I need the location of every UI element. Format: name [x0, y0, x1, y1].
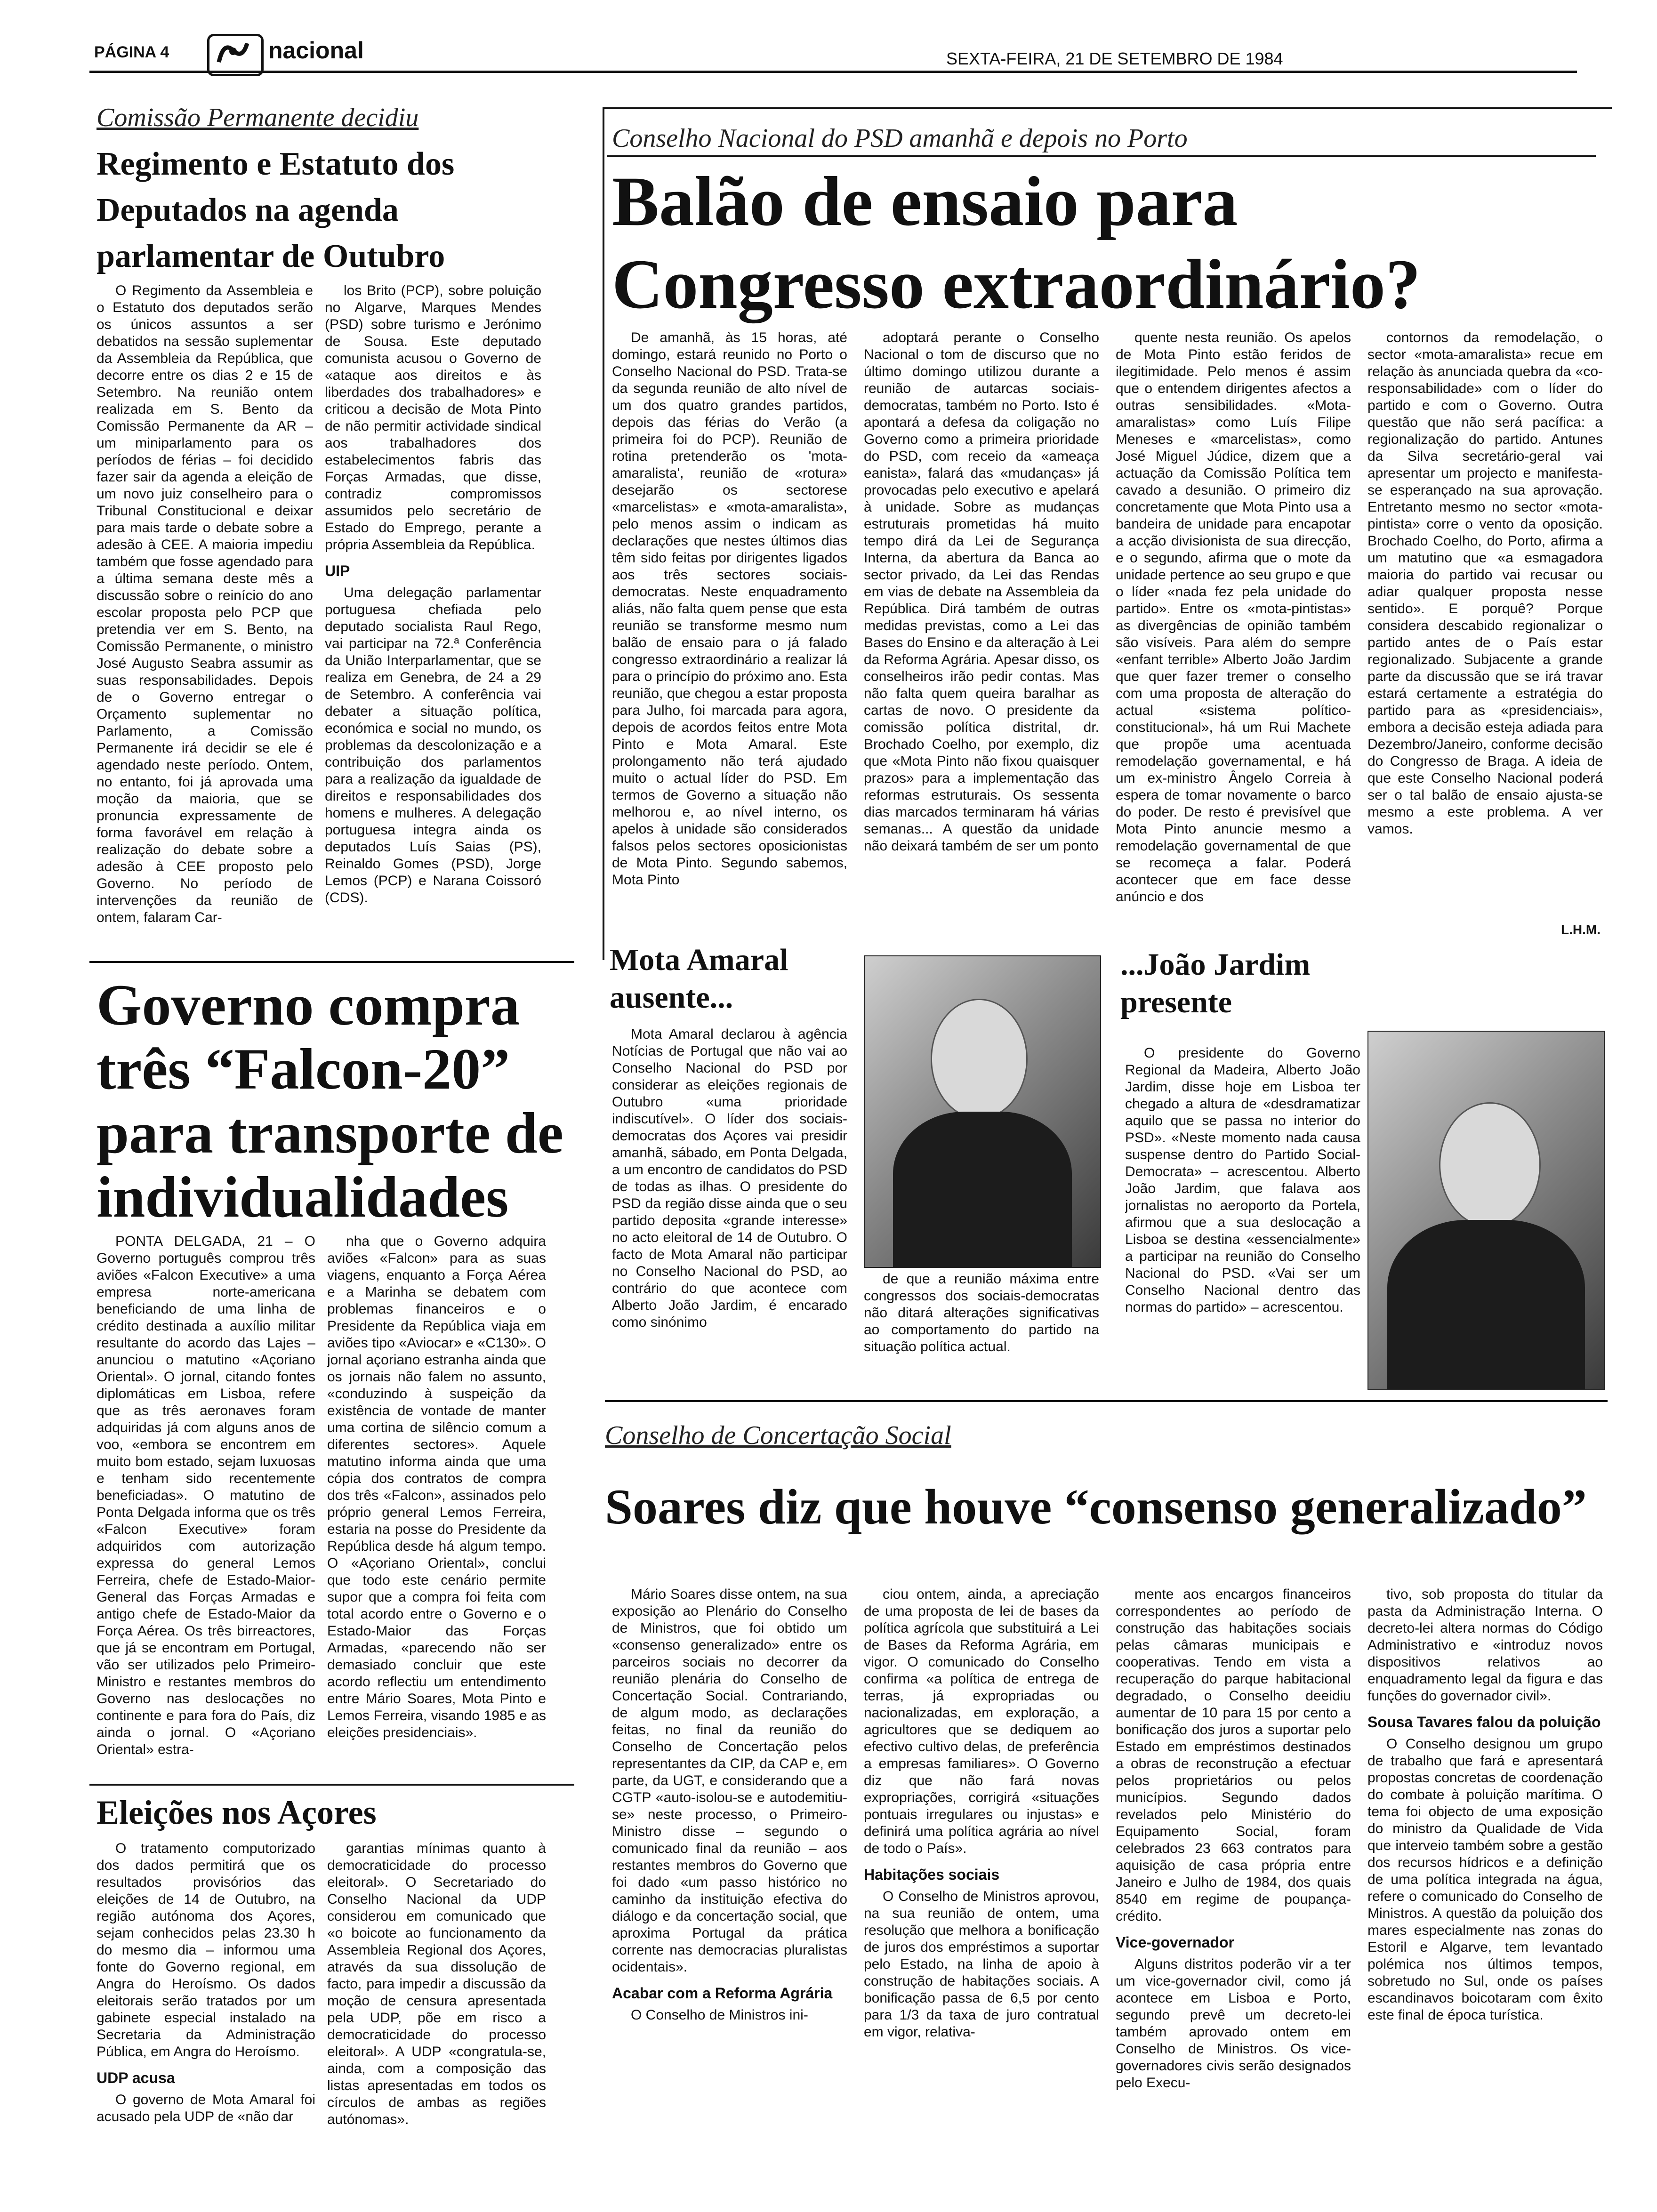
article7-col1b-text: O Conselho de Ministros ini-	[631, 2007, 808, 2023]
article2-col2	[864, 329, 1099, 937]
article6-col1-text: O tratamento computorizado dos dados permitirá que os resultados provisórios das eleições de 14 de Outubro, na região autónoma dos Açores, sejam conhecidos pelas 23.30 h do mesmo dia – informou uma fonte do Governo regional, em Angra do Heroísmo. Os dados eleitorais serão tratados por um gabinete especial instalado na Secretaria da Administração Pública, em Angra do Heroísmo.	[97, 1841, 315, 2060]
article2-headline: Balão de ensaio para Congresso extraordinário?	[612, 162, 1421, 323]
article5-col2-text: nha que o Governo adquira aviões «Falcon» para as suas viagens, enquanto a Força Aérea e a Marinha se debatem com problemas financeiros e o Presidente da República viaja em aviões tipo «Aviocar» e «C130». O jornal açoriano estranha ainda que os jornais não falem no assunto, «conduzindo à suspeição da existência de vontade de manter uma cortina de silêncio comum a diferentes sectores». Aquele matutino informa ainda que uma cópia dos contratos de compra dos três «Falcon», assinados pelo próprio general Lemos Ferreira, estaria na posse do Presidente da República desde há algum tempo. O «Açoriano Oriental», conclui que todo este cenário permite supor que a compra foi feita com total acordo entre o Governo e o Estado-Maior das Forças Armadas, «parecendo não ser demasiado concluir que este acordo reflectiu um entendimento entre Mário Soares, Mota Pinto e Lemos Ferreira, visando 1985 e as eleições presidenciais».	[327, 1234, 546, 1740]
article2-col4	[1367, 329, 1603, 937]
article4-col1-text: O presidente do Governo Regional da Madeira, Alberto João Jardim, disse hoje em Lisboa ter chegado a altura de «desdramatizar aquilo que se passa no interior do PSD». «Neste momento nada causa suspense dentro do Partido Social-Democrata» – acrescentou. Alberto João Jardim, que falava aos jornalistas no aeroporto da Portela, afirmou que a sua deslocação a Lisboa se destina «essencialmente» a participar na reunião do Conselho Nacional do PSD. «Vai ser um Conselho Nacional dentro das normas do partido» – acrescentou.	[1125, 1045, 1360, 1315]
article5-col1	[97, 1233, 315, 1765]
newspaper-logo-icon	[207, 34, 264, 76]
article7-col2b-text: O Conselho de Ministros aprovou, na sua reunião de ontem, uma resolução que melhora a bonificação de juros dos empréstimos a suportar pelo Estado, na linha de apoio à construção de habitações sociais. A bonificação passa de 6,5 por cento para 1/3 da taxa de juro contratual em vigor, relativa-	[864, 1889, 1099, 2040]
article1-col2b-text: Uma delegação parlamentar portuguesa chefiada pelo deputado socialista Raul Rego, vai participar na 72.ª Conferência da União Interparlamentar, que se realiza em Genebra, de 24 a 29 de Setembro. A conferência vai debater a situação política, económica e social no mundo, os problemas da descolonização e a contribuição dos parlamentos para a realização da igualdade de direitos e responsabilidades dos homens e mulheres. A delegação portuguesa integra ainda os deputados Luís Saias (PS), Reinaldo Gomes (PSD), Jorge Lemos (PCP) e Narana Coissoró (CDS).	[325, 585, 541, 906]
article7-col1-text: Mário Soares disse ontem, na sua exposição ao Plenário do Conselho de Ministros, que foi obtido um «consenso generalizado» entre os parceiros sociais no decorrer da reunião plenária do Conselho de Concertação Social. Contrariando, de algum modo, as declarações feitas, no final da reunião do Conselho de Concertação pelos representantes da CIP, da CAP e, em parte, da UGT, e considerando que a CGTP «auto-isolou-se e autodemitiu-se» neste processo, o Primeiro-Ministro disse – segundo o comunicado final da reunião – aos restantes membros do Governo que foi dado «um passo histórico no caminho da instituição efectiva do diálogo e da concertação social, que aproxima Portugal da prática corrente nas democracias pluralistas ocidentais».	[612, 1587, 847, 1975]
article6-col2	[327, 1840, 546, 2165]
article7-col4b-text: O Conselho designou um grupo de trabalho que fará e apresentará propostas concretas de coordenação do combate à poluição marítima. O tema foi objecto de uma exposição do ministro da Qualidade de Vida que interveio também sobre a gestão dos recursos hídricos e a definição de uma política integrada na água, refere o comunicado do Conselho de Ministros. A questão da poluição dos mares especialmente nas zonas do Estoril e Algarve, tem levantado polémica nos últimos tempos, sobretudo no Sul, onde os países escandinavos boicotaram com êxito este final de época turística.	[1367, 1736, 1603, 2023]
article7-subhead-2: Habitações sociais	[864, 1866, 1000, 1883]
photo-face	[931, 999, 1028, 1119]
article7-headline: Soares diz que houve “consenso generalizado”	[605, 1479, 1587, 1534]
article3-col2	[864, 1271, 1099, 1393]
article5-col1-text: PONTA DELGADA, 21 – O Governo português comprou três aviões «Falcon Executive» a uma empresa norte-americana beneficiando de uma linha de crédito destinada a auxílio militar resultante do acordo das Lajes – anunciou o matutino «Açoriano Oriental». O jornal, citando fontes diplomáticas em Lisboa, refere que as três aeronaves foram adquiridas já com alguns anos de voo, «embora se encontrem em muito bom estado, sejam luxuosas e tenham sido recentemente beneficiadas». O matutino de Ponta Delgada informa que os três «Falcon Executive» foram adquiridos com autorização expressa do general Lemos Ferreira, chefe de Estado-Maior-General das Forças Armadas e antigo chefe de Estado-Maior da Força Aérea. Os três birreactores, que já se encontram em Portugal, vão ser utilizados pelo Primeiro-Ministro e restantes membros do Governo nas deslocações no continente e para fora do País, diz ainda o jornal. O «Açoriano Oriental» estra-	[97, 1234, 315, 1757]
article3-col1-text: Mota Amaral declarou à agência Notícias de Portugal que não vai ao Conselho Nacional do PSD por considerar as eleições regionais de Outubro «uma prioridade indiscutível». O líder dos sociais-democratas dos Açores vai presidir amanhã, sábado, em Ponta Delgada, a um encontro de candidatos do PSD de todas as ilhas. O presidente do PSD da região disse ainda que o seu partido deposita «grande interesse» no acto eleitoral de 14 de Outubro. O facto de Mota Amaral não participar no Conselho Nacional do PSD, ao contrário do que acontece com Alberto João Jardim, é encarado como sinónimo	[612, 1026, 847, 1330]
article7-col2	[864, 1586, 1099, 2165]
article7-col4-text: tivo, sob proposta do titular da pasta da Administração Interna. O decreto-lei altera normas do Código Administrativo e «introduz novos dispositivos relativos ao enquadramento legal da figura e das funções do governador civil».	[1367, 1587, 1603, 1704]
article2-col1	[612, 329, 847, 937]
article7-col3-text: mente aos encargos financeiros correspondentes ao período de construção das habitações sociais pelas câmaras municipais e cooperativas. Tendo em vista a recuperação do parque habitacional degradado, o Conselho deeidiu aumentar de 10 para 15 por cento a bonificação dos juros a suportar pelo Estado em empréstimos destinados a obras de reconstrução a efectuar pelos proprietários ou pelos municípios. Segundo dados revelados pelo Ministério do Equipamento Social, foram celebrados 23 663 contratos para aquisição de casa própria entre Janeiro e Julho de 1984, dos quais 8540 em regime de poupança-crédito.	[1116, 1587, 1351, 1924]
article6-subhead: UDP acusa	[97, 2069, 175, 2086]
page-number: PÁGINA 4	[94, 43, 169, 61]
article7-subhead-1: Acabar com a Reforma Agrária	[612, 1985, 833, 2002]
article2-kicker-rule	[607, 155, 1596, 157]
article1-kicker: Comissão Permanente decidiu	[97, 103, 419, 132]
article2-col3	[1116, 329, 1351, 937]
article6-col1b-text: O governo de Mota Amaral foi acusado pela UDP de «não dar	[97, 2092, 315, 2124]
article4-col1	[1125, 1045, 1360, 1393]
article1-col1-text: O Regimento da Assembleia e o Estatuto dos deputados serão os únicos assuntos a ser debatidos na sessão suplementar da Assembleia da República, que decorre entre os dias 2 e 15 de Setembro. Na reunião ontem realizada em S. Bento da Comissão Permanente da AR – um miniparlamento para os períodos de férias – foi decidido fazer sair da agenda a eleição de um novo juiz conselheiro para o Tribunal Constitucional e deixar para mais tarde o debate sobre a adesão à CEE. A maioria impediu também que fosse agendado para a última semana deste mês a discussão sobre o reinício do ano escolar proposta pelo PCP que pretendia ver em S. Bento, na Comissão Permanente, o ministro José Augusto Seabra assumir as suas responsabilidades. Depois de o Governo entregar o Orçamento suplementar no Parlamento, a Comissão Permanente irá decidir se ele é agendado neste período. Ontem, no entanto, foi já aprovada uma moção da maioria, que se pronuncia expressamente de forma favorável em relação à realização do debate sobre a adesão à CEE proposto pelo Governo. No período de intervenções da reunião de ontem, falaram Car-	[97, 283, 313, 925]
article1-bottom-rule	[89, 961, 574, 963]
issue-date: SEXTA-FEIRA, 21 DE SETEMBRO DE 1984	[946, 49, 1283, 68]
article7-col1	[612, 1586, 847, 2165]
photo-suit	[893, 1112, 1072, 1267]
joao-jardim-photo	[1367, 1031, 1605, 1390]
article3-col1	[612, 1026, 847, 1393]
article6-headline: Eleições nos Açores	[97, 1794, 377, 1831]
article6-col2-text: garantias mínimas quanto à democraticidade do processo eleitoral». O Secretariado do Conselho Nacional da UDP considerou em comunicado que «o boicote ao funcionamento da Assembleia Regional dos Açores, através da sua dissolução de facto, para impedir a discussão da moção de censura apresentada pela UDP, põe em risco a democraticidade do processo eleitoral». A UDP «congratula-se, ainda, com a composição das listas apresentadas em todos os círculos de ambas as regiões autónomas».	[327, 1841, 546, 2127]
article7-col4	[1367, 1586, 1603, 2165]
article7-subhead-4: Sousa Tavares falou da poluição	[1367, 1714, 1601, 1731]
article1-col2a-text: los Brito (PCP), sobre poluição no Algarve, Marques Mendes (PSD) sobre turismo e Jerónimo de Sousa. Este deputado comunista acusou o Governo de «ataque aos direitos e às liberdades dos trabalhadores» e criticou a decisão de Mota Pinto de não permitir actividade sindical aos trabalhadores dos estabelecimentos fabris das Forças Armadas, que disse, contradiz compromissos assumidos pelo secretário de Estado do Emprego, perante a própria Assembleia da República.	[325, 283, 541, 553]
article7-col3	[1116, 1586, 1351, 2165]
photo-face	[1439, 1102, 1541, 1227]
article5-bottom-rule	[89, 1784, 574, 1786]
article7-subhead-3: Vice-governador	[1116, 1934, 1234, 1951]
article2-signature: L.H.M.	[1561, 922, 1601, 937]
article5-col2	[327, 1233, 546, 1765]
article6-col1	[97, 1840, 315, 2165]
article2-col4-text: contornos da remodelação, o sector «mota-amaralista» recue em relação às anunciada quebra da «co-responsabilidade» com o líder do partido e com o Governo. Outra questão que não será pacífica: a regionalização do partido. Antunes da Silva secretário-geral vai apresentar um projecto e manifesta-se esperançado na sua aprovação. Entretanto mesmo no sector «mota-pintista» corre o vento da oposição. Brochado Coelho, do Porto, afirma a um matutino que «a esmagadora maioria do partido vai recusar ou adiar qualquer proposta nesse sentido». E porquê? Porque considera descabido regionalizar o partido antes de o País estar regionalizado. Subjacente a grande parte da discussão que se irá travar estará certamente a estratégia do partido para as «presidenciais», embora a decisão esteja adiada para Dezembro/Janeiro, conforme decisão do Congresso de Braga. A ideia de que este Conselho Nacional poderá ser o tal balão de ensaio ajusta-se mesmo a este problema. A ver vamos.	[1367, 330, 1603, 837]
article7-kicker: Conselho de Concertação Social	[605, 1421, 951, 1450]
article4-headline: ...João Jardim presente	[1120, 947, 1311, 1019]
photo-suit	[1387, 1220, 1585, 1389]
article3-headline: Mota Amaral ausente...	[610, 943, 788, 1015]
masthead-rule	[89, 71, 1577, 73]
article3-bottom-rule	[605, 1400, 1608, 1402]
article2-col2-text: adoptará perante o Conselho Nacional o tom de discurso que no último domingo utilizou durante a reunião de autarcas sociais-democratas, também no Porto. Isto é apontará a defesa da coligação no Governo como a primeira prioridade do PSD, com receio da «ameaça eanista», falará das «mudanças» já provocadas pelo executivo e apelará à unidade. Sobre as mudanças estruturais prometidas há muito tempo dirá da Lei de Segurança Interna, da abertura da Banca ao sector privado, da Lei das Rendas em vias de debate na Assembleia da República. Dirá também de outras medidas previstas, como a Lei das Bases do Ensino e da alteração à Lei da Reforma Agrária. Apesar disso, os conselheiros irão pedir contas. Mas não falta quem queira baralhar as cartas de novo. O presidente da comissão política distrital, dr. Brochado Coelho, por exemplo, diz que «Mota Pinto não fixou quaisquer prazos» para a implementação das reformas estruturais. Os sessenta dias marcados terminaram há várias semanas... A questão da unidade não deixará também de ser um ponto	[864, 330, 1099, 854]
article1-col1	[97, 282, 313, 955]
article7-col3b-text: Alguns distritos poderão vir a ter um vice-governador civil, como já acontece em Lisboa e Porto, segundo prevê um decreto-lei também aprovado ontem em Conselho de Ministros. Os vice-governadores civis serão designados pelo Execu-	[1116, 1956, 1351, 2091]
article2-col3-text: quente nesta reunião. Os apelos de Mota Pinto estão feridos de ilegitimidade. Pelo menos é assim que o entendem dirigentes afectos a outras sensibilidades. «Mota-amaralistas» como Luís Filipe Meneses e «marcelistas», como José Miguel Júdice, dizem que a actuação da Comissão Política tem cavado a desunião. O primeiro diz concretamente que Mota Pinto usa a bandeira de unidade para encapotar a acção divisionista de sua direcção, e o segundo, afirma que o mote da unidade pertence ao seu grupo e que o líder «nada fez pela unidade do partido». Entre os «mota-pintistas» as divergências de opinião também são visíveis. Para além do sempre «enfant terrible» Alberto João Jardim que quer fazer tremer o conselho com uma proposta de alteração do actual «sistema político-constitucional», há um Rui Machete que propõe uma acentuada remodelação governamental, e há um ex-ministro Ângelo Correia à espera de tomar novamente o barco do poder. De resto é previsível que Mota Pinto anuncie mesmo a remodelação governamental de que se recomeça a falar. Poderá acontecer que em face desse anúncio e dos	[1116, 330, 1351, 905]
article7-col2-text: ciou ontem, ainda, a apreciação de uma proposta de lei de bases da política agrícola que substituirá a Lei de Bases da Reforma Agrária, em vigor. O comunicado do Conselho confirma «a política de entrega de terras, já expropriadas ou nacionalizadas, em exploração, a agricultores que se dediquem ao efectivo cultivo delas, de preferência a empresas familiares». O Governo diz que não fará novas expropriações, corrigirá «situações pontuais irregulares ou injustas» e definirá uma política agrária ao nível de todo o País».	[864, 1587, 1099, 1856]
article1-headline: Regimento e Estatuto dos Deputados na agenda parlamentar de Outubro	[97, 146, 455, 274]
article3-col2-text: de que a reunião máxima entre congressos dos sociais-democratas não ditará alterações significativas ao comportamento do partido na situação política actual.	[864, 1271, 1099, 1354]
article5-headline: Governo compra três “Falcon-20” para transporte de individualidades	[97, 973, 563, 1229]
article1-col2	[325, 282, 541, 955]
article2-kicker: Conselho Nacional do PSD amanhã e depois no Porto	[612, 124, 1188, 153]
section-title: nacional	[268, 37, 364, 64]
mota-amaral-photo	[864, 955, 1101, 1268]
article2-col1-text: De amanhã, às 15 horas, até domingo, estará reunido no Porto o Conselho Nacional do PSD. Trata-se da segunda reunião de alto nível de um dos quatro grandes partidos, depois das férias do Verão (a primeira foi do PCP). Reunião de rotina pretenderão os 'mota-amaralista', reunião de «rotura» desejarão os sectorese «marcelistas» e «mota-amaralista», pelo menos assim o indicam as declarações que nestes últimos dias têm sido feitas por dirigentes ligados aos três sectores sociais-democratas. Neste enquadramento aliás, não falta quem pense que esta reunião se transforme mesmo num balão de ensaio para o já falado congresso extraordinário a realizar lá para o princípio do próximo ano. Esta reunião, que chegou a estar proposta para Julho, foi marcada para agora, depois de acordos feitos entre Mota Pinto e Mota Amaral. Este prolongamento não terá ajudado muito o actual líder do PSD. Em termos de Governo a situação não melhorou e, ao nível interno, os apelos à unidade são considerados falsos pelos sectores oposicionistas de Mota Pinto. Segundo sabemos, Mota Pinto	[612, 330, 847, 888]
article1-subhead: UIP	[325, 562, 350, 579]
